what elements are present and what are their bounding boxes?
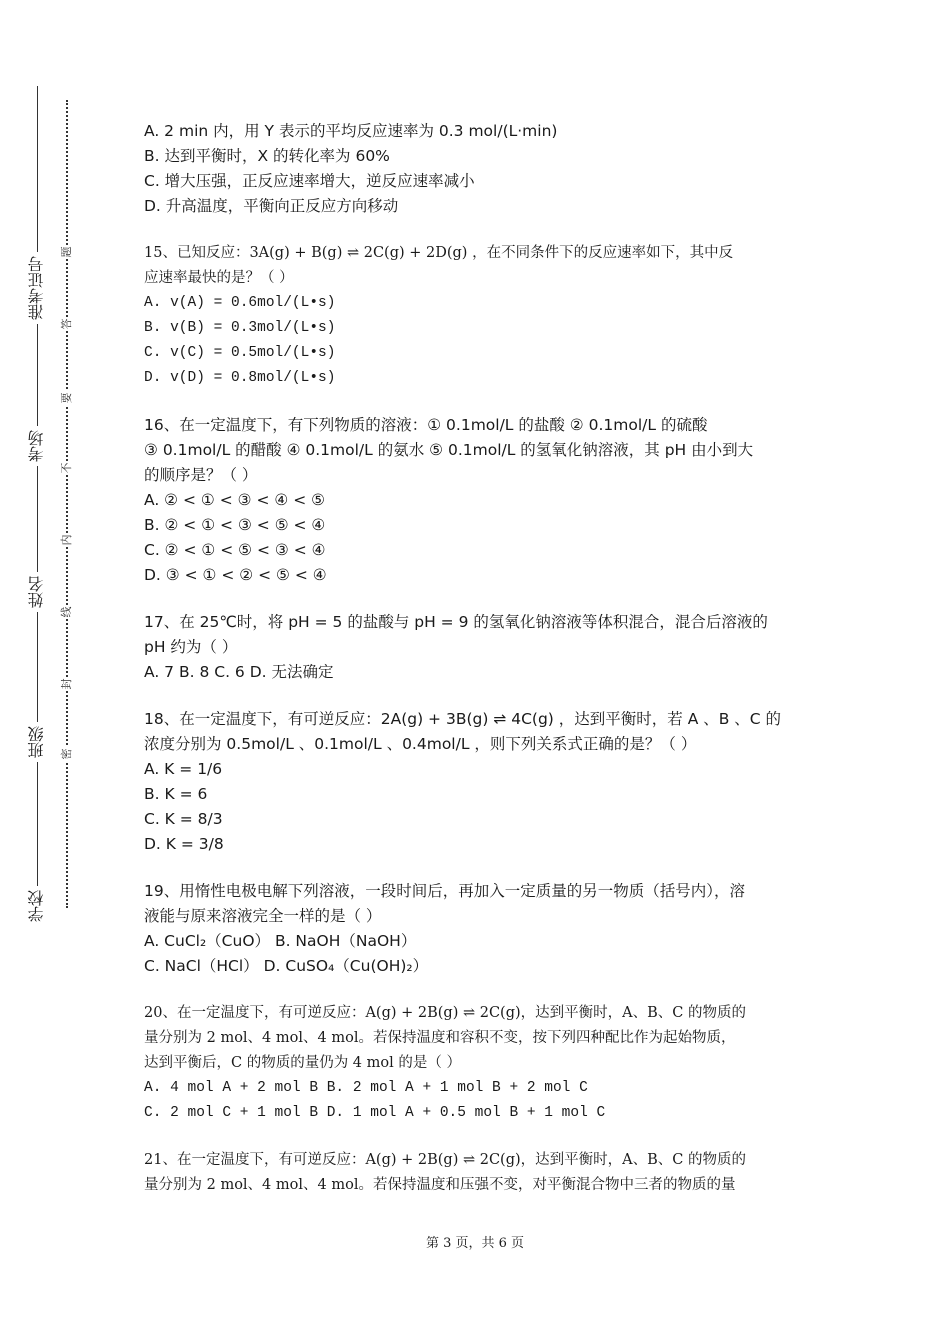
question-16 xyxy=(144,413,814,588)
question-14-options xyxy=(144,119,814,219)
option-line: A. 2 min 内，用 Y 表示的平均反应速率为 0.3 mol/(L·min) xyxy=(144,122,558,140)
option-line: D. 升高温度，平衡向正反应方向移动 xyxy=(144,197,399,215)
exam-content xyxy=(144,119,814,1220)
option-line: A. v(A) = 0.6mol/(L•s) xyxy=(144,295,336,311)
field-school-label: 学校 xyxy=(22,886,52,926)
option-line: A. CuCl₂（CuO） B. NaOH（NaOH） xyxy=(144,932,417,950)
question-stem-line: 达到平衡后，C 的物质的量仍为 4 mol 的是（ ） xyxy=(144,1055,461,1071)
option-line: A. 7 B. 8 C. 6 D. 无法确定 xyxy=(144,663,334,681)
question-stem-line: 17、在 25℃时，将 pH = 5 的盐酸与 pH = 9 的氢氧化钠溶液等体积混合，混合后溶液的 xyxy=(144,613,768,631)
question-20 xyxy=(144,1001,814,1126)
seal-char-bu: 不 xyxy=(60,462,73,474)
option-line: D. ③ < ① < ② < ⑤ < ④ xyxy=(144,566,327,584)
question-15 xyxy=(144,241,814,391)
seal-char-xian: 线 xyxy=(60,606,73,618)
field-exam-room-label: 考场 xyxy=(22,426,52,466)
seal-char-feng: 封 xyxy=(60,678,73,690)
option-line: B. ② < ① < ③ < ⑤ < ④ xyxy=(144,516,326,534)
option-line: B. K = 6 xyxy=(144,785,208,803)
seal-char-yao: 要 xyxy=(60,392,73,404)
option-line: A. 4 mol A + 2 mol B B. 2 mol A + 1 mol B + 2 mol C xyxy=(144,1080,588,1096)
option-line: A. ② < ① < ③ < ④ < ⑤ xyxy=(144,491,326,509)
seal-dotted-line xyxy=(66,100,68,908)
option-line: D. K = 3/8 xyxy=(144,835,224,853)
binding-margin xyxy=(0,0,90,1344)
question-stem-line: 量分别为 2 mol、4 mol、4 mol。若保持温度和压强不变，对平衡混合物中三者的物质的量 xyxy=(144,1177,736,1193)
question-18 xyxy=(144,707,814,857)
option-line: C. ② < ① < ⑤ < ③ < ④ xyxy=(144,541,326,559)
question-stem-line: 21、在一定温度下，有可逆反应：A(g) + 2B(g) ⇌ 2C(g)，达到平衡时，A、B、C 的物质的 xyxy=(144,1152,746,1168)
question-19 xyxy=(144,879,814,979)
seal-char-nei: 内 xyxy=(60,534,73,546)
question-stem-line: 20、在一定温度下，有可逆反应：A(g) + 2B(g) ⇌ 2C(g)，达到平衡时，A、B、C 的物质的 xyxy=(144,1005,746,1021)
seal-char-da: 答 xyxy=(60,318,73,330)
question-stem-line: 15、已知反应：3A(g) + B(g) ⇌ 2C(g) + 2D(g) ，在不同条件下的反应速率如下，其中反 xyxy=(144,245,734,261)
question-stem-line: 18、在一定温度下，有可逆反应：2A(g) + 3B(g) ⇌ 4C(g) ，达到平衡时，若 A 、B 、C 的 xyxy=(144,710,782,728)
question-stem-line: 19、用惰性电极电解下列溶液，一段时间后，再加入一定质量的另一物质（括号内），溶 xyxy=(144,882,745,900)
option-line: D. v(D) = 0.8mol/(L•s) xyxy=(144,370,336,386)
option-line: C. NaCl（HCl） D. CuSO₄（Cu(OH)₂） xyxy=(144,957,429,975)
question-17 xyxy=(144,610,814,685)
question-21 xyxy=(144,1148,814,1198)
option-line: B. v(B) = 0.3mol/(L•s) xyxy=(144,320,336,336)
option-line: C. K = 8/3 xyxy=(144,810,223,828)
option-line: C. 2 mol C + 1 mol B D. 1 mol A + 0.5 mol B + 1 mol C xyxy=(144,1105,606,1121)
seal-char-mi: 密 xyxy=(60,748,73,760)
option-line: C. 增大压强，正反应速率增大，逆反应速率减小 xyxy=(144,172,475,190)
question-stem-line: pH 约为（ ） xyxy=(144,638,238,656)
option-line: C. v(C) = 0.5mol/(L•s) xyxy=(144,345,336,361)
option-line: B. 达到平衡时，X 的转化率为 60% xyxy=(144,147,390,165)
question-stem-line: 浓度分别为 0.5mol/L 、0.1mol/L 、0.4mol/L ，则下列关系式正确的是？（ ） xyxy=(144,735,697,753)
question-stem-line: 量分别为 2 mol、4 mol、4 mol。若保持温度和容积不变，按下列四种配比作为起始物质， xyxy=(144,1030,736,1046)
question-stem-line: 应速率最快的是？（ ） xyxy=(144,270,294,286)
binding-solid-line xyxy=(37,86,38,910)
question-stem-line: ③ 0.1mol/L 的醋酸 ④ 0.1mol/L 的氨水 ⑤ 0.1mol/L 的氢氧化钠溶液，其 pH 由小到大 xyxy=(144,441,754,459)
field-name-label: 姓名 xyxy=(22,572,52,612)
option-line: A. K = 1/6 xyxy=(144,760,223,778)
page-footer: 第 3 页，共 6 页 xyxy=(425,1236,525,1251)
field-exam-id-label: 准考证号 xyxy=(22,252,52,324)
question-stem-line: 液能与原来溶液完全一样的是（ ） xyxy=(144,907,382,925)
field-class-label: 班级 xyxy=(22,722,52,762)
seal-char-ti: 题 xyxy=(60,246,73,258)
question-stem-line: 的顺序是？（ ） xyxy=(144,466,258,484)
question-stem-line: 16、在一定温度下，有下列物质的溶液：① 0.1mol/L 的盐酸 ② 0.1mol/L 的硫酸 xyxy=(144,416,708,434)
